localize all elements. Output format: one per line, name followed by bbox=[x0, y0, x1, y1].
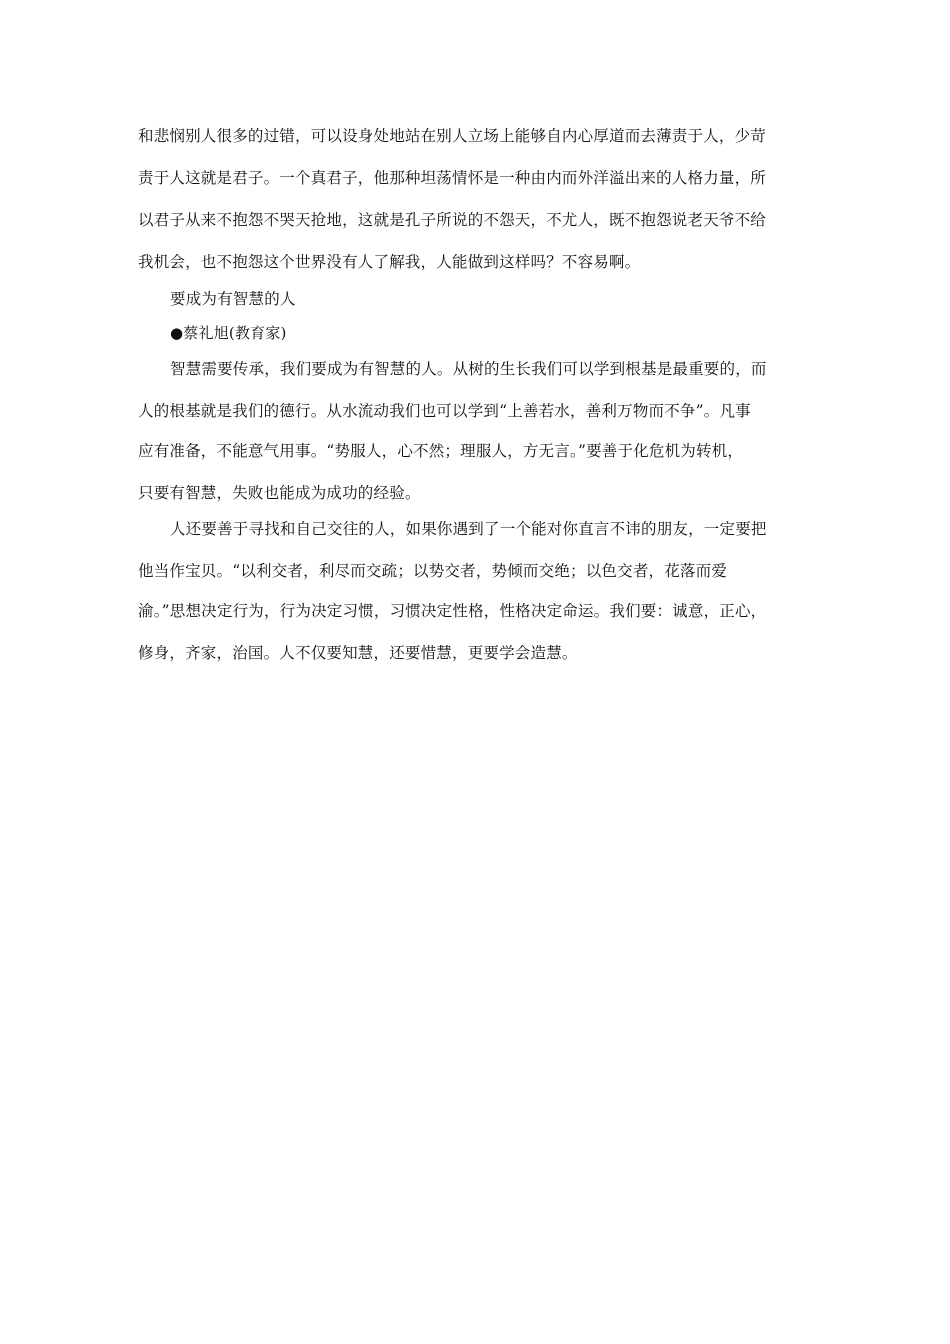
paragraph-2-line-4: 只要有智慧，失败也能成为成功的经验。 bbox=[138, 484, 421, 502]
paragraph-3-line-3: 渝。”思想决定行为，行为决定习惯，习惯决定性格，性格决定命运。我们要：诚意，正心， bbox=[138, 602, 767, 620]
paragraph-1-line-3: 以君子从来不抱怨不哭天抢地，这就是孔子所说的不怨天，不尤人，既不抱怨说老天爷不给 bbox=[138, 211, 767, 229]
paragraph-1-line-2: 责于人这就是君子。一个真君子，他那种坦荡情怀是一种由内而外洋溢出来的人格力量，所 bbox=[138, 169, 767, 187]
section-title: 要成为有智慧的人 bbox=[170, 290, 296, 308]
paragraph-2-line-1: 智慧需要传承，我们要成为有智慧的人。从树的生长我们可以学到根基是最重要的，而 bbox=[170, 360, 767, 378]
paragraph-3-line-1: 人还要善于寻找和自己交往的人，如果你遇到了一个能对你直言不讳的朋友，一定要把 bbox=[170, 520, 767, 538]
paragraph-2-line-2: 人的根基就是我们的德行。从水流动我们也可以学到“上善若水，善利万物而不争”。凡事 bbox=[138, 402, 751, 420]
author-line: ●蔡礼旭(教育家) bbox=[170, 324, 287, 342]
paragraph-1-line-4: 我机会，也不抱怨这个世界没有人了解我，人能做到这样吗？不容易啊。 bbox=[138, 253, 641, 271]
paragraph-3-line-2: 他当作宝贝。“以利交者，利尽而交疏；以势交者，势倾而交绝；以色交者，花落而爱 bbox=[138, 562, 728, 580]
paragraph-1-line-1: 和悲悯别人很多的过错，可以设身处地站在别人立场上能够自内心厚道而去薄责于人，少苛 bbox=[138, 127, 767, 145]
paragraph-2-line-3: 应有准备，不能意气用事。“势服人，心不然；理服人，方无言。”要善于化危机为转机， bbox=[138, 442, 744, 460]
paragraph-3-line-4: 修身，齐家，治国。人不仅要知慧，还要惜慧，更要学会造慧。 bbox=[138, 644, 578, 662]
